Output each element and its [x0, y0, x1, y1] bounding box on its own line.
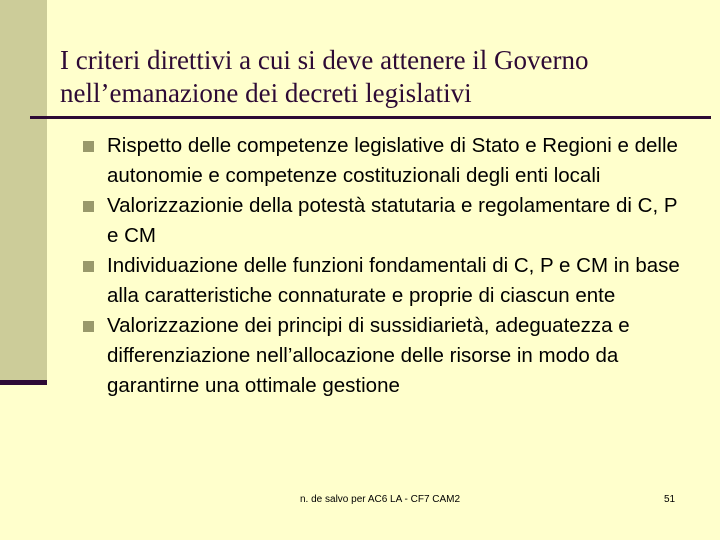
page-number: 51 — [664, 494, 676, 505]
title-underline — [30, 116, 711, 119]
side-accent-tab — [0, 380, 47, 385]
square-bullet-icon — [83, 201, 94, 212]
bullet-item — [83, 251, 693, 311]
side-accent-bar — [0, 0, 47, 382]
square-bullet-icon — [83, 321, 94, 332]
square-bullet-icon — [83, 261, 94, 272]
bullet-list — [83, 131, 693, 401]
bullet-text: Valorizzazione dei principi di sussidiarietà, adeguatezza e differenziazione nell’allocazione delle risorse in modo da garantirne una ottimale gestione — [107, 314, 630, 397]
bullet-text: Rispetto delle competenze legislative di Stato e Regioni e delle autonomie e competenze costituzionali degli enti locali — [107, 134, 678, 187]
bullet-text: Valorizzazionie della potestà statutaria e regolamentare di C, P e CM — [107, 194, 678, 247]
bullet-item — [83, 311, 693, 401]
bullet-item — [83, 131, 693, 191]
slide-footer: n. de salvo per AC6 LA - CF7 CAM2 — [300, 494, 461, 505]
square-bullet-icon — [83, 141, 94, 152]
bullet-text: Individuazione delle funzioni fondamentali di C, P e CM in base alla caratteristiche connaturate e proprie di ciascun ente — [107, 254, 680, 307]
bullet-item — [83, 191, 693, 251]
slide-title: I criteri direttivi a cui si deve attenere il Governo nell’emanazione dei decreti legislativi — [60, 45, 589, 108]
